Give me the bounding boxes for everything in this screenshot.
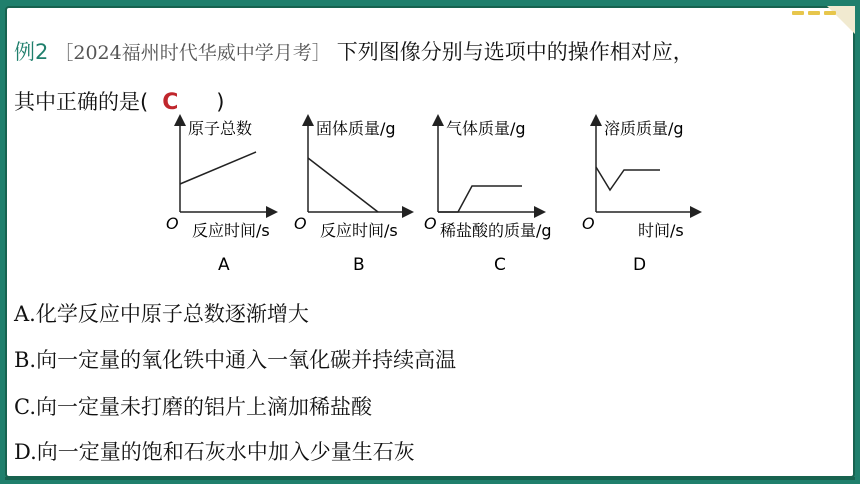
option-a-text: 化学反应中原子总数逐渐增大 (35, 302, 309, 326)
graph-c-curve (438, 186, 522, 212)
graph-a (166, 119, 272, 275)
top-tabs-decoration (788, 0, 852, 6)
graph-c-letter: C (494, 255, 506, 275)
graph-d-ylabel: 溶质质量/g (604, 119, 684, 138)
graph-a-origin: O (166, 214, 179, 233)
graph-b-origin: O (294, 214, 307, 233)
bottom-bar (5, 477, 855, 480)
graph-c-xlabel: 稀盐酸的质量/g (440, 221, 552, 240)
option-b-text: 向一定量的氧化铁中通入一氧化碳并持续高温 (36, 348, 457, 372)
option-b (14, 344, 456, 374)
question-stem-1: 下列图像分别与选项中的操作相对应， (336, 40, 694, 64)
graphs-svg (150, 112, 710, 282)
graph-d-curve (596, 167, 660, 190)
graph-a-xlabel: 反应时间/s (192, 221, 270, 240)
option-a-letter: A. (14, 302, 36, 326)
graph-a-ylabel: 原子总数 (188, 119, 253, 138)
graph-b (294, 119, 408, 275)
graph-c (424, 119, 552, 275)
graph-b-ylabel: 固体质量/g (316, 119, 396, 138)
question-stem-2-end: ) (216, 90, 225, 114)
graph-a-letter: A (218, 255, 230, 275)
graph-d-xlabel: 时间/s (638, 221, 684, 240)
graph-b-curve (308, 158, 378, 212)
graph-d (582, 119, 696, 275)
graph-b-letter: B (353, 255, 365, 275)
question-stem-2: 其中正确的是( (14, 90, 149, 114)
question-source: ［2024福州时代华威中学月考］ (54, 42, 331, 64)
option-b-letter: B. (14, 348, 37, 372)
graph-b-xlabel: 反应时间/s (320, 221, 398, 240)
graph-c-ylabel: 气体质量/g (446, 119, 526, 138)
option-c (14, 391, 372, 421)
graph-c-origin: O (424, 214, 437, 233)
option-d-letter: D. (14, 440, 37, 464)
option-c-letter: C. (14, 395, 36, 419)
graph-d-origin: O (582, 214, 595, 233)
question-line-1 (14, 36, 694, 66)
graph-a-curve (180, 152, 256, 184)
graphs-row (150, 112, 710, 282)
option-d (14, 436, 415, 466)
option-d-text: 向一定量的饱和石灰水中加入少量生石灰 (36, 440, 415, 464)
option-a (14, 298, 309, 328)
graph-d-letter: D (633, 255, 647, 275)
option-c-text: 向一定量未打磨的铝片上滴加稀盐酸 (36, 395, 372, 419)
example-label: 例2 (14, 40, 49, 64)
answer-mark: C (162, 90, 179, 115)
